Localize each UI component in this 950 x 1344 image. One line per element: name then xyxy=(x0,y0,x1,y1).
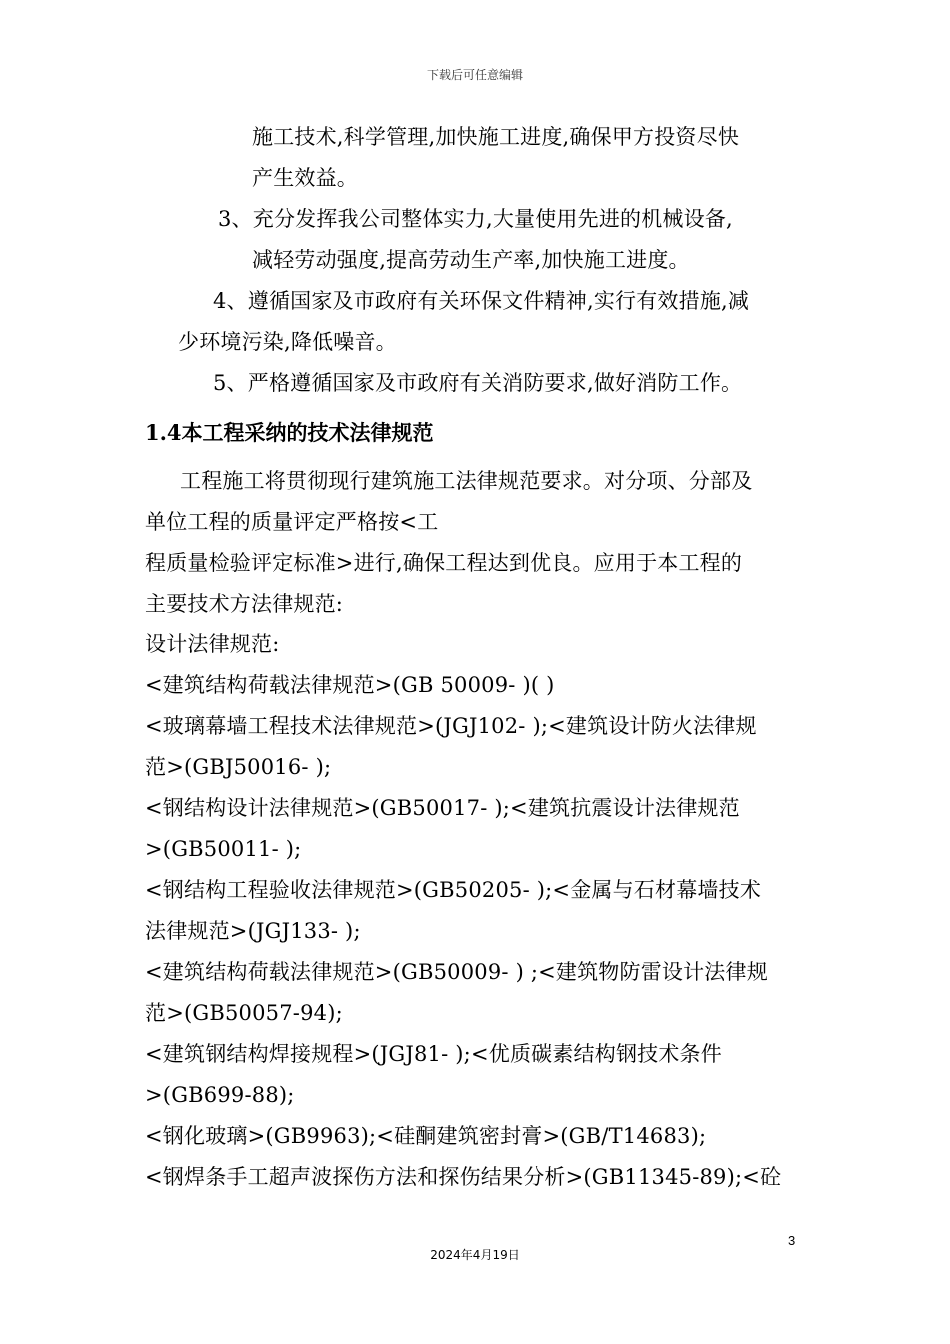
text-line: 减轻劳动强度,提高劳动生产率,加快施工进度。 xyxy=(252,248,690,272)
text-line: 范>(GB50057-94); xyxy=(145,1001,343,1025)
text-line: <建筑钢结构焊接规程>(JGJ81- );<优质碳素结构钢技术条件 xyxy=(145,1042,722,1066)
text-line: >(GB699-88); xyxy=(145,1083,295,1107)
text-line: 5、严格遵循国家及市政府有关消防要求,做好消防工作。 xyxy=(213,371,743,395)
text-line: <钢化玻璃>(GB9963);<硅酮建筑密封膏>(GB/T14683); xyxy=(145,1124,707,1148)
text-line: 工程施工将贯彻现行建筑施工法律规范要求。对分项、分部及 xyxy=(180,469,753,493)
page-header: 下载后可任意编辑 xyxy=(426,68,523,82)
text-line: <建筑结构荷载法律规范>(GB 50009- )( ) xyxy=(145,673,555,697)
text-line: 产生效益。 xyxy=(252,166,358,190)
text-line: <钢结构设计法律规范>(GB50017- );<建筑抗震设计法律规范 xyxy=(145,796,740,820)
text-line: 单位工程的质量评定严格按<工 xyxy=(145,510,439,534)
text-line: 程质量检验评定标准>进行,确保工程达到优良。应用于本工程的 xyxy=(145,551,743,575)
text-line: >(GB50011- ); xyxy=(145,837,302,861)
text-line: 4、遵循国家及市政府有关环保文件精神,实行有效措施,减 xyxy=(213,289,750,313)
text-line: <钢焊条手工超声波探伤方法和探伤结果分析>(GB11345-89);<砼 xyxy=(145,1165,782,1189)
text-line: 少环境污染,降低噪音。 xyxy=(178,330,397,354)
text-line: 3、充分发挥我公司整体实力,大量使用先进的机械设备, xyxy=(218,207,733,231)
text-line: <玻璃幕墙工程技术法律规范>(JGJ102- );<建筑设计防火法律规 xyxy=(145,714,757,738)
text-line: 设计法律规范: xyxy=(145,632,280,656)
text-line: 法律规范>(JGJ133- ); xyxy=(145,919,361,943)
text-line: 主要技术方法律规范: xyxy=(145,592,344,616)
page-number: 3 xyxy=(788,1233,796,1248)
text-line: <建筑结构荷载法律规范>(GB50009- ) ;<建筑物防雷设计法律规 xyxy=(145,960,768,984)
section-heading: 1.4本工程采纳的技术法律规范 xyxy=(145,420,434,445)
text-line: 施工技术,科学管理,加快施工进度,确保甲方投资尽快 xyxy=(252,125,740,149)
page-footer-date: 2024年4月19日 xyxy=(430,1248,520,1262)
text-line: <钢结构工程验收法律规范>(GB50205- );<金属与石材幕墙技术 xyxy=(145,878,762,902)
text-line: 范>(GBJ50016- ); xyxy=(145,755,332,779)
